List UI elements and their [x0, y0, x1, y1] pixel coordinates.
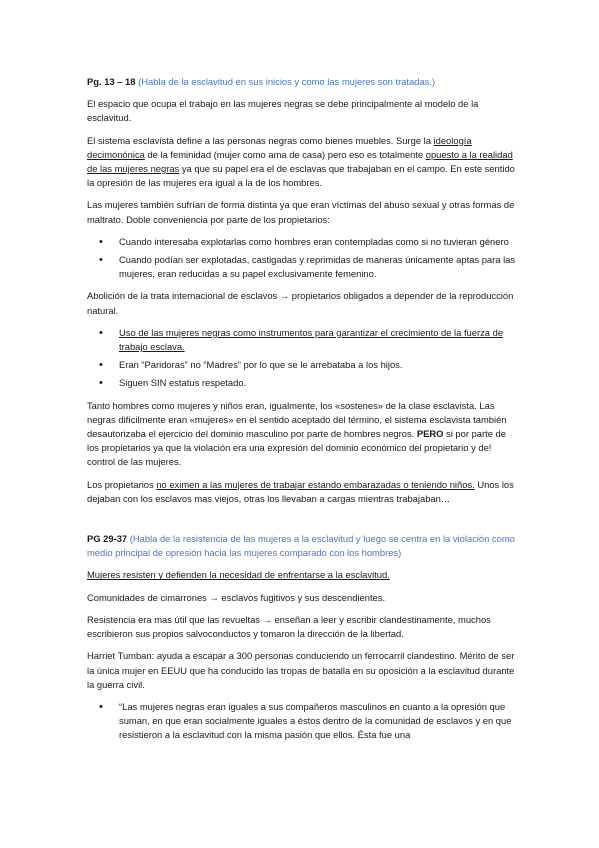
underlined-text: opuesto a la realidad de las mujeres negras [87, 148, 513, 175]
paragraph [87, 399, 519, 470]
text-run: si por parte de los propietarios ya que la violación era una expresión del dominio económico del propietario y de! control de las mujeres. [87, 428, 506, 468]
list-item: • “Las mujeres negras eran iguales a sus compañeros masculinos en cuanto a la opresión que suman, en que eran socialmente iguales a éstos dentro de la comunidad de esclavos y en que resistieron a la esclavitud con la misma pasión que ellos. Ésta fue una [119, 700, 519, 743]
bold-text: PERO [416, 428, 444, 440]
text-run: El sistema esclavista define a las personas negras como bienes muebles. Surge la [87, 134, 434, 146]
bullet-list [87, 700, 519, 743]
paragraph: Mujeres resisten y defienden la necesidad de enfrentarse a la esclavitud. [87, 569, 390, 581]
list-item: • Cuando podían ser explotadas, castigadas y reprimidas de maneras únicamente aptas para las mujeres, eran reducidas a su papel exclusivamente femenino. [119, 253, 519, 281]
list-item: • Uso de las mujeres negras como instrumentos para garantizar el crecimiento de la fuerza de trabajo esclava. [119, 326, 519, 354]
list-item: • Eran “Paridoras” no “Madres” por lo que se le arrebataba a los hijos. [119, 358, 519, 372]
section-2-heading [87, 532, 519, 560]
text-run: ya que su papel era el de esclavas que trabajaban en el campo. En este sentido la opresión de las mujeres era igual a la de los hombres. [87, 163, 515, 189]
paragraph [87, 478, 519, 506]
bullet-list [87, 326, 519, 391]
text-run: de la feminidad (mujer como ama de casa) pero eso es totalmente [144, 148, 426, 160]
text-run: Los propietarios [87, 478, 157, 490]
section-2-page-range: PG 29-37 [87, 533, 128, 545]
text-run: Unos los dejaban con los esclavos mas viejos, otras los llevaban a cargas mientras trabajaban… [87, 478, 514, 504]
text-run: Tanto hombres como mujeres y niños eran, igualmente, los «sostenes» de la clase esclavista. Las negras difícilmente eran «mujeres» en el sentido aceptado del término, el sistema esclavista también desautorizaba el ejercicio del dominio masculino por parte de hombres negros. [87, 399, 507, 440]
paragraph: Harriet Tumban: ayuda a escapar a 300 personas conduciendo un ferrocarril clandestino. Mérito de ser la única mujer en EEUU que ha conducido las tropas de batalla en su oposición a la esclavitud durante la guerra civil. [87, 650, 515, 690]
section-1-page-range: Pg. 13 – 18 [87, 76, 136, 87]
bullet-list [87, 235, 519, 282]
paragraph: Resistencia era mas útil que las revueltas → enseñan a leer y escribir clandestinamente, muchos escribieron sus propios salvoconductos y tomaron la dirección de la libertad. [87, 613, 491, 640]
paragraph: Comunidades de cimarrones → esclavos fugitivos y sus descendientes. [87, 591, 386, 603]
paragraph: Abolición de la trata internacional de esclavos → propietarios obligados a depender de la reproducción natural. [87, 290, 514, 316]
list-item: • Cuando interesaba explotarlas como hombres eran contempladas como si no tuvieran género [119, 235, 519, 249]
section-spacer [87, 514, 519, 532]
list-item: • Siguen SIN estatus respetado. [119, 376, 519, 390]
section-1-note: (Habla de la esclavitud en sus inicios y como las mujeres son tratadas.) [138, 76, 436, 87]
paragraph: El espacio que ocupa el trabajo en las mujeres negras se debe principalmente al modelo de la esclavitud. [87, 98, 479, 124]
underlined-text: ideología decimonónica [87, 134, 472, 160]
paragraph [87, 134, 519, 191]
section-2-note: (Habla de la resistencia de las mujeres a la esclavitud y luego se centra en la violación como medio principal de opresión hacia las mujeres comparado con los hombres) [87, 533, 515, 559]
section-1-heading [87, 75, 519, 89]
paragraph: Las mujeres también sufrían de forma distinta ya que eran víctimas del abuso sexual y otras formas de maltrato. Doble conveniencia por parte de los propietarios: [87, 199, 515, 225]
underlined-text: no eximen a las mujeres de trabajar estando embarazadas o teniendo niños. [156, 478, 475, 490]
